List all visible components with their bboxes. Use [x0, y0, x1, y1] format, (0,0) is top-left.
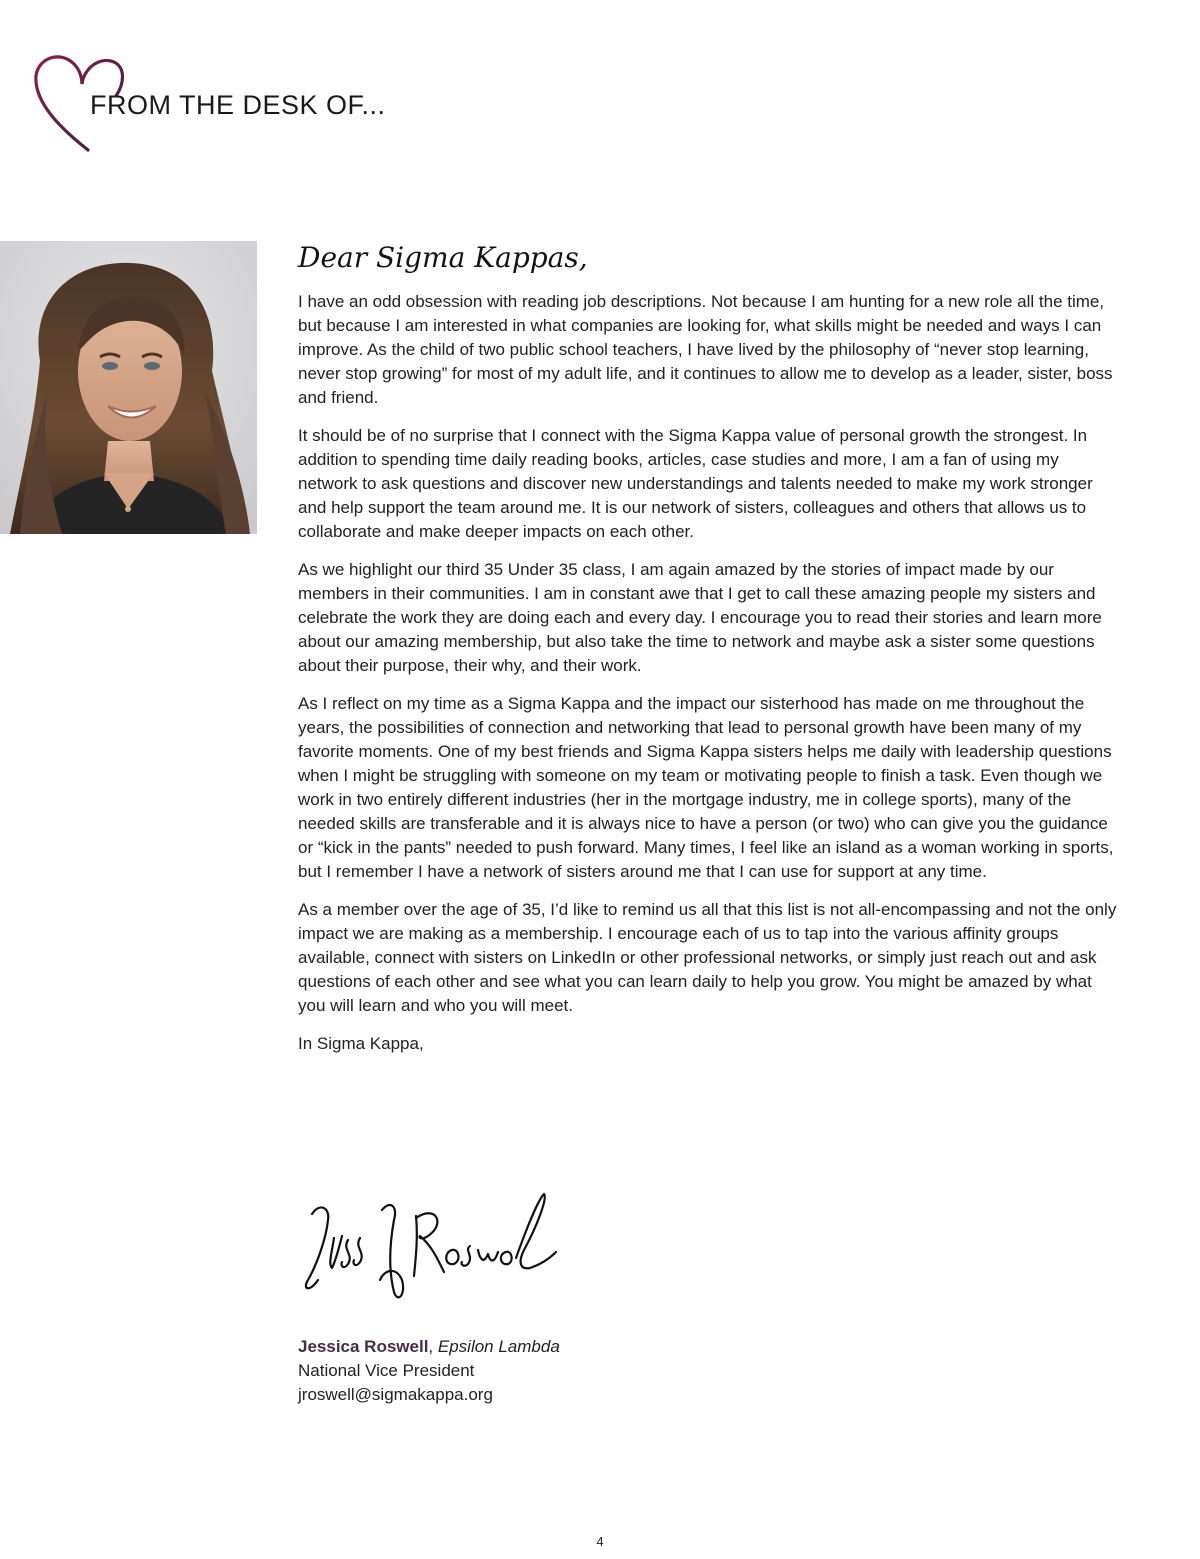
letter-paragraph: I have an odd obsession with reading job descriptions. Not because I am hunting for a new role all the time, but because I am interested in what companies are looking for, what skills might be needed and ways I can improve. As the child of two public school teachers, I have lived by the philosophy of “never stop learning, never stop growing” for most of my adult life, and it continues to allow me to develop as a leader, sister, boss and friend. — [298, 292, 1113, 407]
letter-body — [298, 240, 1118, 1056]
signer-chapter: Epsilon Lambda — [437, 1337, 560, 1356]
name-separator: , — [428, 1337, 438, 1356]
letter-paragraph: As a member over the age of 35, I’d like to remind us all that this list is not all-encompassing and not the only impact we are making as a membership. I encourage each of us to tap into the various affinity groups available, connect with sisters on LinkedIn or other professional networks, or simply just reach out and ask questions of each other and see what you can learn daily to help you grow. You might be amazed by what you will learn and who you will meet. — [298, 900, 1117, 1015]
letter-closing: In Sigma Kappa, — [298, 1034, 424, 1053]
page-header — [30, 50, 450, 160]
letter-paragraph: As I reflect on my time as a Sigma Kappa and the impact our sisterhood has made on me throughout the years, the possibilities of connection and networking that lead to personal growth have been many of my favorite moments. One of my best friends and Sigma Kappa sisters helps me daily with leadership questions when I might be struggling with someone on my team or motivating people to finish a task. Even though we work in two entirely different industries (her in the mortgage industry, me in college sports), many of the needed skills are transferable and it is always nice to have a person (or two) who can give you the guidance or “kick in the pants” needed to push forward. Many times, I feel like an island as a woman working in sports, but I remember I have a network of sisters around me that I can use for support at any time. — [298, 694, 1114, 881]
salutation: Dear Sigma Kappas, — [298, 241, 588, 274]
letter-paragraph: As we highlight our third 35 Under 35 class, I am again amazed by the stories of impact made by our members in their communities. I am in constant awe that I get to call these amazing people my sisters and celebrate the work they are doing each and every day. I encourage you to read their stories and learn more about our amazing membership, but also take the time to network and maybe ask a sister some questions about their purpose, their why, and their work. — [298, 560, 1102, 675]
signer-title: National Vice President — [298, 1361, 475, 1380]
page-number: 4 — [596, 1534, 604, 1549]
letter-paragraph: It should be of no surprise that I connect with the Sigma Kappa value of personal growth the strongest. In addition to spending time daily reading books, articles, case studies and more, I am a fan of using my network to ask questions and discover new understandings and talents needed to make my work stronger and help support the team around me. It is our network of sisters, colleagues and others that allows us to collaborate and make deeper impacts on each other. — [298, 426, 1093, 541]
author-photo — [0, 241, 257, 534]
signer-name: Jessica Roswell — [298, 1337, 429, 1356]
signature-block — [298, 1335, 560, 1407]
signer-email[interactable]: jroswell@sigmakappa.org — [298, 1385, 493, 1404]
signer-line — [298, 1335, 560, 1359]
page-title: FROM THE DESK OF... — [90, 90, 386, 120]
handwritten-signature — [298, 1180, 568, 1320]
